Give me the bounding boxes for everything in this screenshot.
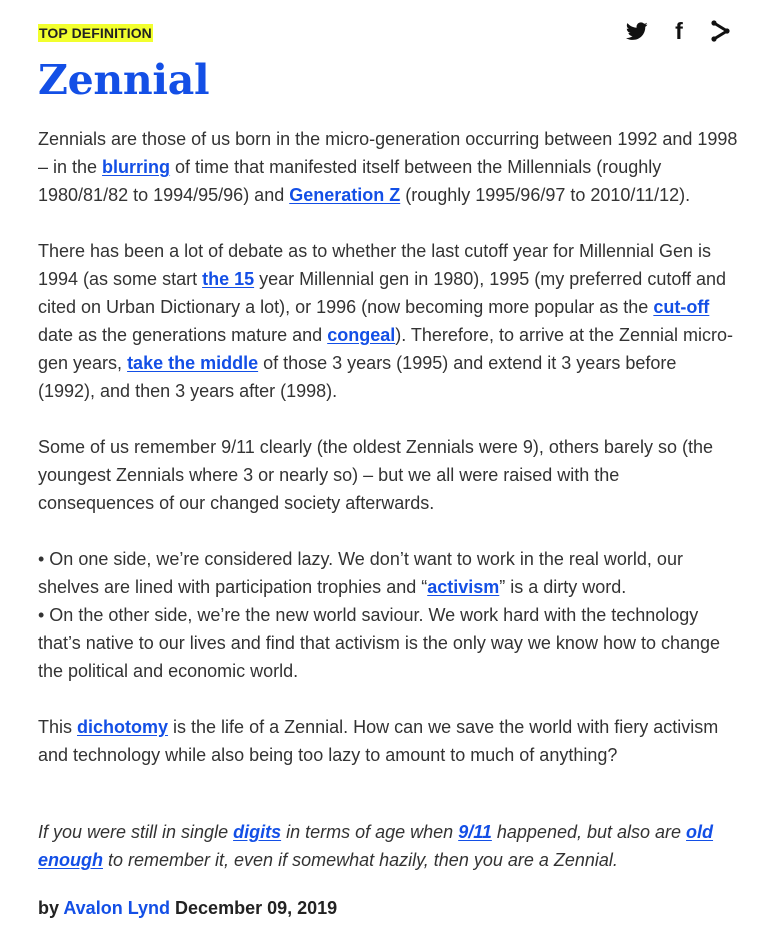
byline-prefix: by xyxy=(38,898,64,918)
contributor-byline xyxy=(38,895,337,921)
share-bar xyxy=(626,20,732,42)
text-span: • On one side, we’re considered lazy. We don’t want to work in the real world, our shelves are lined with participation trophies and “ xyxy=(38,549,683,597)
term-link-blurring[interactable]: blurring xyxy=(102,157,171,177)
term-link-cut-off[interactable]: cut-off xyxy=(653,297,710,317)
term-link-9-11[interactable]: 9/11 xyxy=(458,822,492,842)
text-span: to remember it, even if somewhat hazily, then you are a Zennial. xyxy=(103,850,618,870)
meaning-paragraph xyxy=(38,125,738,209)
text-span: of time that manifested itself between the Millennials (roughly 1980/81/82 to 1994/95/96) and xyxy=(38,157,662,205)
top-definition-badge: TOP DEFINITION xyxy=(39,25,152,41)
text-span: year Millennial gen in 1980), 1995 (my preferred cutoff and cited on Urban Dictionary a lot), or 1996 (now becoming more popular as the xyxy=(38,269,727,317)
text-span: is the life of a Zennial. How can we save the world with fiery activism and technology while also being too lazy to amount to much of anything? xyxy=(38,717,719,765)
term-link-congeal[interactable]: congeal xyxy=(327,325,396,345)
term-link-activism[interactable]: activism xyxy=(427,577,500,597)
term-link-take-the-middle[interactable]: take the middle xyxy=(127,353,259,373)
meaning-paragraph xyxy=(38,237,738,405)
text-span: ). Therefore, to arrive at the Zennial micro-gen years, xyxy=(38,325,734,373)
definition-meaning xyxy=(38,125,738,797)
meaning-paragraph: Some of us remember 9/11 clearly (the oldest Zennials were 9), others barely so (the youngest Zennials where 3 or nearly so) – but we all were raised with the consequences of our changed society afterwards. xyxy=(38,437,713,513)
twitter-icon[interactable] xyxy=(626,20,648,42)
facebook-icon[interactable]: f xyxy=(675,18,683,44)
term-link-old-enough[interactable]: old enough xyxy=(38,822,714,870)
text-span: in terms of age when xyxy=(281,822,459,842)
author-link[interactable]: Avalon Lynd xyxy=(63,898,171,918)
term-link-generation-z[interactable]: Generation Z xyxy=(289,185,401,205)
defined-word-link[interactable]: Zennial xyxy=(38,56,210,104)
text-span: date as the generations mature and xyxy=(38,325,328,345)
text-span: There has been a lot of debate as to whether the last cutoff year for Millennial Gen is 1994 (as some start xyxy=(38,241,712,289)
post-date: December 09, 2019 xyxy=(170,898,338,918)
text-span: Zennials are those of us born in the micro-generation occurring between 1992 and 1998 – in the xyxy=(38,129,738,177)
text-span: happened, but also are xyxy=(491,822,687,842)
meaning-paragraph xyxy=(38,713,738,769)
term-link-digits[interactable]: digits xyxy=(233,822,282,842)
text-span: of those 3 years (1995) and extend it 3 years before (1992), and then 3 years after (1998). xyxy=(38,353,677,401)
share-icon[interactable] xyxy=(710,20,732,42)
meaning-bullets xyxy=(38,545,738,685)
text-span: ” is a dirty word. xyxy=(499,577,627,597)
text-span: If you were still in single xyxy=(38,822,234,842)
text-span: (roughly 1995/96/97 to 2010/11/12). xyxy=(400,185,691,205)
text-span: This xyxy=(38,717,78,737)
term-link-the-15[interactable]: the 15 xyxy=(202,269,255,289)
definition-example xyxy=(38,818,738,874)
text-span: • On the other side, we’re the new world saviour. We work hard with the technology that’s native to our lives and find that activism is the only way we know how to change the political and economic world. xyxy=(38,605,721,681)
term-link-dichotomy[interactable]: dichotomy xyxy=(77,717,169,737)
